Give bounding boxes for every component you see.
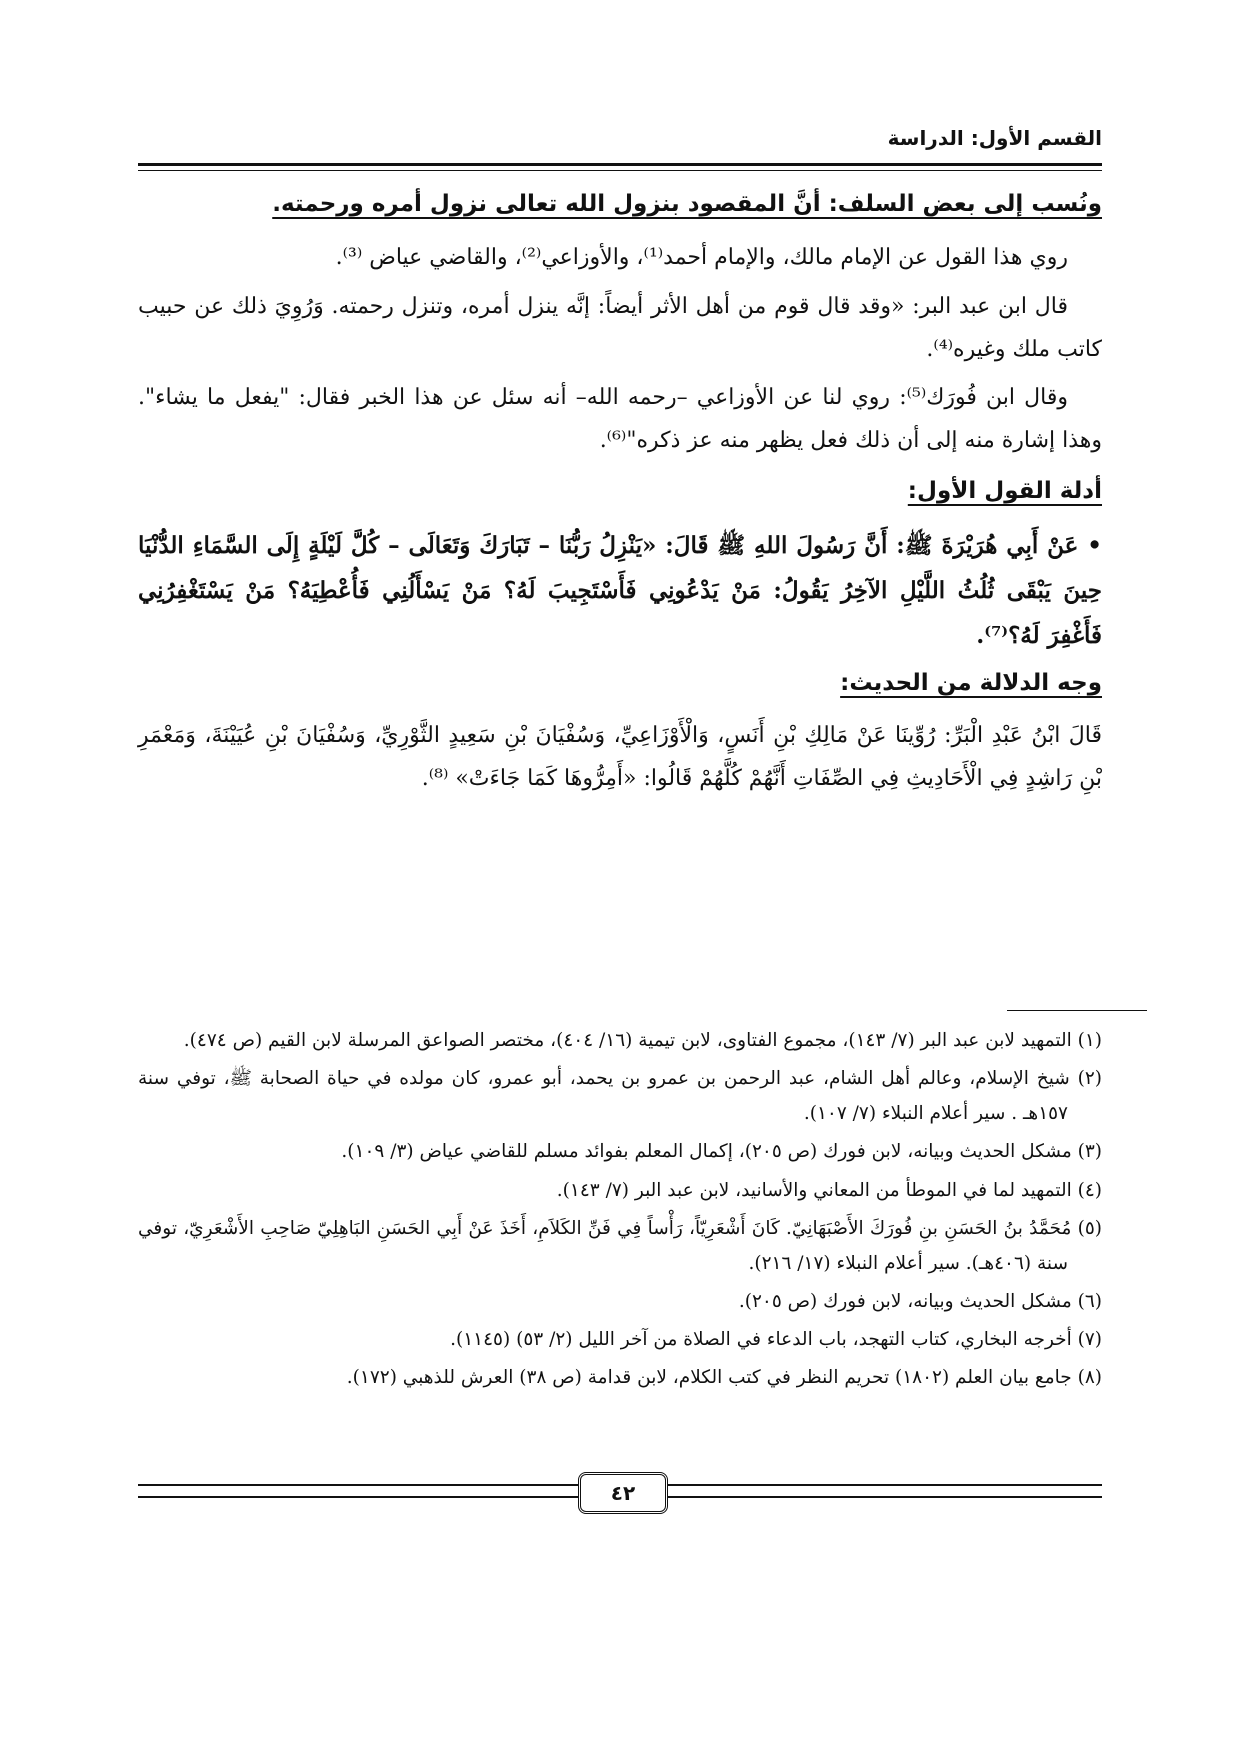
footnotes <box>138 1023 1102 1398</box>
header-rule-thick <box>138 163 1102 166</box>
footnote-2: (٢) شيخ الإسلام، وعالم أهل الشام، عبد الرحمن بن عمرو بن يحمد، أبو عمرو، كان مولده في حياة الصحابة ﷺ، توفي سنة ١٥٧هـ . سير أعلام النبلاء (٧/ ١٠٧). <box>138 1068 1102 1125</box>
paragraph-1: روي هذا القول عن الإمام مالك، والإمام أحمد⁽¹⁾، والأوزاعي⁽²⁾، والقاضي عياض ⁽³⁾. <box>335 244 1068 270</box>
footnote-7: (٧) أخرجه البخاري، كتاب التهجد، باب الدعاء في الصلاة من آخر الليل (٢/ ٥٣) (١١٤٥). <box>450 1329 1102 1351</box>
footnote-3: (٣) مشكل الحديث وبيانه، لابن فورك (ص ٢٠٥)، إكمال المعلم بفوائد مسلم للقاضي عياض (٣/ ١٠٩). <box>341 1141 1102 1163</box>
paragraph-3: وقال ابن فُورَك⁽⁵⁾: روي لنا عن الأوزاعي –رحمه الله– أنه سئل عن هذا الخبر فقال: "يفعل ما يشاء". وهذا إشارة منه إلى أن ذلك فعل يظهر منه عز ذكره"⁽⁶⁾. <box>138 385 1102 454</box>
footnote-5: (٥) مُحَمَّدُ بنُ الحَسَنِ بنِ فُورَكَ الأَصْبَهَانِيّ. كَانَ أَشْعَرِيّاً، رَأْساً فِي فَنِّ الكَلاَمِ، أَخَذَ عَنْ أَبِي الحَسَنِ البَاهِلِيّ صَاحِبِ الأَشْعَرِيّ، توفي سنة (٤٠٦هـ). سير أعلام النبلاء (١٧/ ٢١٦). <box>138 1217 1102 1274</box>
paragraph-ibn-abd-albarr: قَالَ ابْنُ عَبْدِ الْبَرِّ: رُوِّينَا عَنْ مَالِكِ بْنِ أَنَسٍ، وَالْأَوْزَاعِيِّ، وَسُفْيَانَ بْنِ سَعِيدٍ الثَّوْرِيِّ، وَسُفْيَانَ بْنِ عُيَيْنَةَ، وَمَعْمَرِ بْنِ رَاشِدٍ فِي الْأَحَادِيثِ فِي الصِّفَاتِ أَنَّهُمْ كُلَّهُمْ قَالُوا: «أَمِرُّوهَا كَمَا جَاءَتْ» ⁽⁸⁾. <box>138 723 1102 792</box>
footnote-8: (٨) جامع بيان العلم (١٨٠٢) تحريم النظر في كتب الكلام، لابن قدامة (ص ٣٨) العرش للذهبي (١٧٢). <box>346 1367 1102 1389</box>
section-heading-evidence: أدلة القول الأول: <box>907 478 1102 505</box>
footnote-separator <box>1007 1010 1147 1011</box>
section-heading-inference: وجه الدلالة من الحديث: <box>840 669 1102 696</box>
page-number: ٤٢ <box>578 1472 668 1514</box>
footnote-6: (٦) مشكل الحديث وبيانه، لابن فورك (ص ٢٠٥). <box>738 1290 1102 1312</box>
hadith-text: • عَنْ أَبِي هُرَيْرَةَ ﷺ: أَنَّ رَسُولَ اللهِ ﷺ قَالَ: «يَنْزِلُ رَبُّنَا – تَبَارَكَ وَتَعَالَى – كُلَّ لَيْلَةٍ إِلَى السَّمَاءِ الدُّنْيَا حِينَ يَبْقَى ثُلُثُ اللَّيْلِ الآخِرُ يَقُولُ: مَنْ يَدْعُونِي فَأَسْتَجِيبَ لَهُ؟ مَنْ يَسْأَلُنِي فَأُعْطِيَهُ؟ مَنْ يَسْتَغْفِرُنِي فَأَغْفِرَ لَهُ؟⁽⁷⁾. <box>138 532 1102 649</box>
main-text <box>138 186 1102 807</box>
footnote-1: (١) التمهيد لابن عبد البر (٧/ ١٤٣)، مجموع الفتاوى، لابن تيمية (١٦/ ٤٠٤)، مختصر الصواعق المرسلة لابن القيم (ص ٤٧٤). <box>183 1030 1102 1051</box>
section-heading-attribution: ونُسب إلى بعض السلف: أنَّ المقصود بنزول الله تعالى نزول أمره ورحمته. <box>272 191 1102 217</box>
running-header: القسم الأول: الدراسة <box>887 126 1102 150</box>
paragraph-2: قال ابن عبد البر: «وقد قال قوم من أهل الأثر أيضاً: إنَّه ينزل أمره، وتنزل رحمته. وَرُوِيَ ذلك عن حبيب كاتب ملك وغيره⁽⁴⁾. <box>138 293 1102 362</box>
footnote-4: (٤) التمهيد لما في الموطأ من المعاني والأسانيد، لابن عبد البر (٧/ ١٤٣). <box>556 1179 1102 1201</box>
header-rule-thin <box>138 170 1102 171</box>
